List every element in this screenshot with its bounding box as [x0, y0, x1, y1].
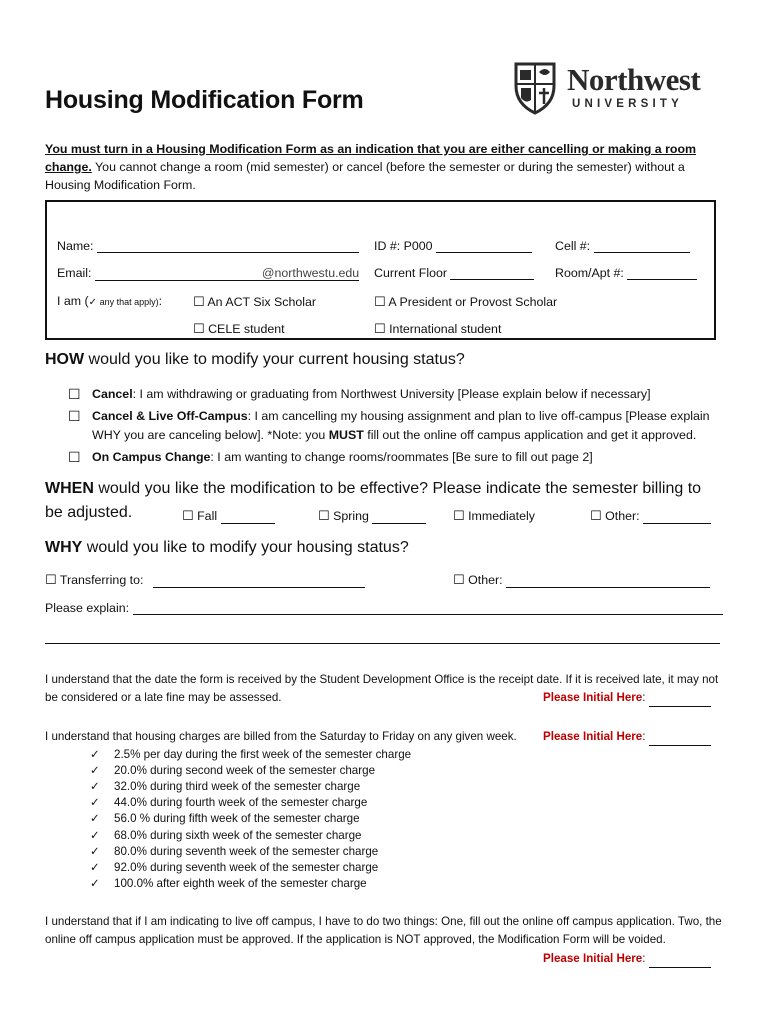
- id-field[interactable]: [374, 239, 532, 253]
- option-label: Other:: [605, 509, 640, 523]
- explain-field[interactable]: [45, 601, 723, 615]
- email-domain: @northwestu.edu: [261, 266, 360, 280]
- checkbox-icon[interactable]: ☐: [193, 321, 205, 336]
- check-icon: ✓: [90, 796, 100, 809]
- rate-item-7: [90, 844, 378, 858]
- id-label: ID #: P000: [374, 239, 433, 253]
- name-field[interactable]: [57, 239, 359, 253]
- checkbox-icon[interactable]: ☐: [68, 386, 81, 402]
- checkbox-icon[interactable]: ☐: [374, 321, 386, 336]
- checkbox-icon[interactable]: ☐: [68, 449, 81, 465]
- checkbox-icon[interactable]: ☐: [453, 508, 465, 523]
- iam-check-icon: ✓: [88, 297, 98, 308]
- spring-line[interactable]: [372, 511, 426, 524]
- initial-line[interactable]: [649, 955, 711, 968]
- rate-text: 32.0% during third week of the semester charge: [114, 780, 361, 793]
- ack-receipt-date: I understand that the date the form is received by the Student Development Office is the receipt date. If it is received late, it may not be considered or a late fine may be assessed.: [45, 673, 719, 704]
- when-heading-line2: be adjusted.: [45, 504, 133, 521]
- checkbox-icon[interactable]: ☐: [318, 508, 330, 523]
- other-line[interactable]: [643, 511, 711, 524]
- fall-line[interactable]: [221, 511, 275, 524]
- option-label: Cancel: [92, 387, 133, 401]
- check-icon: ✓: [90, 861, 100, 874]
- email-field[interactable]: [57, 266, 359, 281]
- cell-label: Cell #:: [555, 239, 591, 253]
- checkbox-icon[interactable]: ☐: [374, 294, 386, 309]
- option-text-2: fill out the online off campus application and get it approved.: [363, 428, 697, 442]
- rate-item-9: [90, 876, 367, 890]
- email-line[interactable]: [95, 268, 262, 281]
- ack-off-campus: I understand that if I am indicating to live off campus, I have to do two things: One, fill out the online off campus application. Two, the online off campus application must be approved. If the application is NOT approved, the Modification Form will be voided.: [45, 915, 722, 946]
- option-label: International student: [389, 322, 502, 336]
- why-heading: [45, 539, 409, 557]
- email-label: Email:: [57, 266, 92, 280]
- option-president-scholar[interactable]: [374, 294, 557, 310]
- must-text: MUST: [328, 428, 364, 442]
- how-option-cancel-offcampus[interactable]: [68, 407, 728, 445]
- option-text: : I am withdrawing or graduating from Northwest University [Please explain below if necessary]: [132, 387, 651, 401]
- option-label: Cancel & Live Off-Campus: [92, 409, 248, 423]
- id-line[interactable]: [436, 240, 532, 253]
- shield-icon: [512, 60, 558, 116]
- rate-text: 56.0 % during fifth week of the semester charge: [114, 812, 360, 825]
- when-text: would you like the modification to be effective? Please indicate the semester billing to: [93, 480, 702, 497]
- check-icon: ✓: [90, 748, 100, 761]
- university-logo: [512, 60, 722, 118]
- rate-text: 20.0% during second week of the semester charge: [114, 764, 376, 777]
- form-title: Housing Modification Form: [45, 86, 364, 114]
- initial-line[interactable]: [649, 733, 711, 746]
- iam-label: I am (: [57, 294, 89, 308]
- initial-field-2[interactable]: [543, 728, 711, 746]
- floor-field[interactable]: [374, 266, 534, 280]
- why-other-field[interactable]: [453, 572, 710, 588]
- name-label: Name:: [57, 239, 94, 253]
- option-label: An ACT Six Scholar: [207, 295, 317, 309]
- explain-line[interactable]: [133, 602, 723, 615]
- rate-text: 100.0% after eighth week of the semester charge: [114, 877, 367, 890]
- name-line[interactable]: [97, 240, 359, 253]
- how-option-cancel[interactable]: [68, 385, 728, 404]
- option-label: Immediately: [468, 509, 535, 523]
- room-line[interactable]: [627, 267, 697, 280]
- initial-colon: :: [642, 952, 646, 965]
- initial-colon: :: [642, 730, 646, 743]
- check-icon: ✓: [90, 877, 100, 890]
- floor-label: Current Floor: [374, 266, 447, 280]
- intro-paragraph: [45, 140, 725, 194]
- option-label: Spring: [333, 509, 369, 523]
- check-icon: ✓: [90, 845, 100, 858]
- option-label: On Campus Change: [92, 450, 211, 464]
- explain-label: Please explain:: [45, 601, 130, 615]
- when-option-spring[interactable]: [318, 508, 426, 524]
- initial-field-1[interactable]: [543, 689, 711, 707]
- checkbox-icon[interactable]: ☐: [45, 572, 57, 587]
- rate-text: 68.0% during sixth week of the semester charge: [114, 829, 362, 842]
- iam-note: any that apply): [97, 297, 159, 307]
- logo-subtitle: UNIVERSITY: [572, 98, 684, 110]
- initial-label: Please Initial Here: [543, 730, 643, 743]
- checkbox-icon[interactable]: ☐: [68, 408, 81, 424]
- when-option-immediately[interactable]: [453, 508, 535, 524]
- floor-line[interactable]: [450, 267, 534, 280]
- iam-colon: :: [158, 294, 163, 308]
- initial-label: Please Initial Here: [543, 691, 643, 704]
- rate-text: 92.0% during seventh week of the semester charge: [114, 861, 379, 874]
- when-option-fall[interactable]: [182, 508, 275, 524]
- cell-line[interactable]: [594, 240, 690, 253]
- rate-item-1: [90, 747, 411, 761]
- explain-line-2[interactable]: [45, 643, 720, 644]
- how-text: would you like to modify your current housing status?: [84, 351, 465, 368]
- logo-name: Northwest: [567, 62, 701, 97]
- how-heading: [45, 351, 465, 369]
- intro-rest: You cannot change a room (mid semester) or cancel (before the semester or during the semester) without a Housing Modification Form.: [45, 160, 685, 192]
- rate-item-3: [90, 779, 360, 793]
- rate-text: 80.0% during seventh week of the semester charge: [114, 845, 379, 858]
- option-international[interactable]: [374, 321, 501, 337]
- transfer-line[interactable]: [153, 575, 365, 588]
- check-icon: ✓: [90, 764, 100, 777]
- cell-field[interactable]: [555, 239, 690, 253]
- option-label: A President or Provost Scholar: [388, 295, 558, 309]
- rate-item-2: [90, 763, 375, 777]
- why-bold: WHY: [45, 539, 83, 556]
- why-other-line[interactable]: [506, 575, 710, 588]
- iam-label-group: [57, 294, 162, 308]
- initial-label: Please Initial Here: [543, 952, 643, 965]
- intro-bold: You must turn in a Housing Modification Form as an indication that you are either cancelling or making a room change.: [45, 142, 697, 174]
- checkbox-icon[interactable]: ☐: [182, 508, 194, 523]
- check-icon: ✓: [90, 780, 100, 793]
- initial-line[interactable]: [649, 694, 711, 707]
- checkbox-icon[interactable]: ☐: [193, 294, 205, 309]
- checkbox-icon[interactable]: ☐: [590, 508, 602, 523]
- room-field[interactable]: [555, 266, 697, 280]
- option-label: CELE student: [208, 322, 285, 336]
- how-option-oncampus[interactable]: [68, 448, 728, 467]
- ack-billing: I understand that housing charges are billed from the Saturday to Friday on any given week.: [45, 730, 517, 743]
- option-text: : I am cancelling my housing assignment and plan to live off-campus [Please explain WHY you are canceling below]. *Note: you: [92, 409, 710, 442]
- rate-text: 44.0% during fourth week of the semester charge: [114, 796, 368, 809]
- why-other-label: Other:: [468, 573, 503, 587]
- room-label: Room/Apt #:: [555, 266, 624, 280]
- why-text: would you like to modify your housing status?: [82, 539, 409, 556]
- rate-item-4: [90, 795, 367, 809]
- transfer-field[interactable]: [45, 572, 365, 588]
- rate-item-8: [90, 860, 378, 874]
- initial-field-3[interactable]: [543, 950, 711, 968]
- check-icon: ✓: [90, 812, 100, 825]
- option-act-six[interactable]: [193, 294, 316, 310]
- how-bold: HOW: [45, 351, 85, 368]
- option-label: Fall: [197, 509, 218, 523]
- when-option-other[interactable]: [590, 508, 711, 524]
- initial-colon: :: [642, 691, 646, 704]
- rate-item-6: [90, 828, 361, 842]
- when-heading: [45, 480, 701, 498]
- transfer-label: Transferring to:: [59, 573, 144, 587]
- option-text: : I am wanting to change rooms/roommates [Be sure to fill out page 2]: [210, 450, 593, 464]
- rate-text: 2.5% per day during the first week of the semester charge: [114, 748, 412, 761]
- when-bold: WHEN: [45, 480, 94, 497]
- option-cele[interactable]: [193, 321, 285, 337]
- check-icon: ✓: [90, 829, 100, 842]
- rate-item-5: [90, 811, 360, 825]
- checkbox-icon[interactable]: ☐: [453, 572, 465, 587]
